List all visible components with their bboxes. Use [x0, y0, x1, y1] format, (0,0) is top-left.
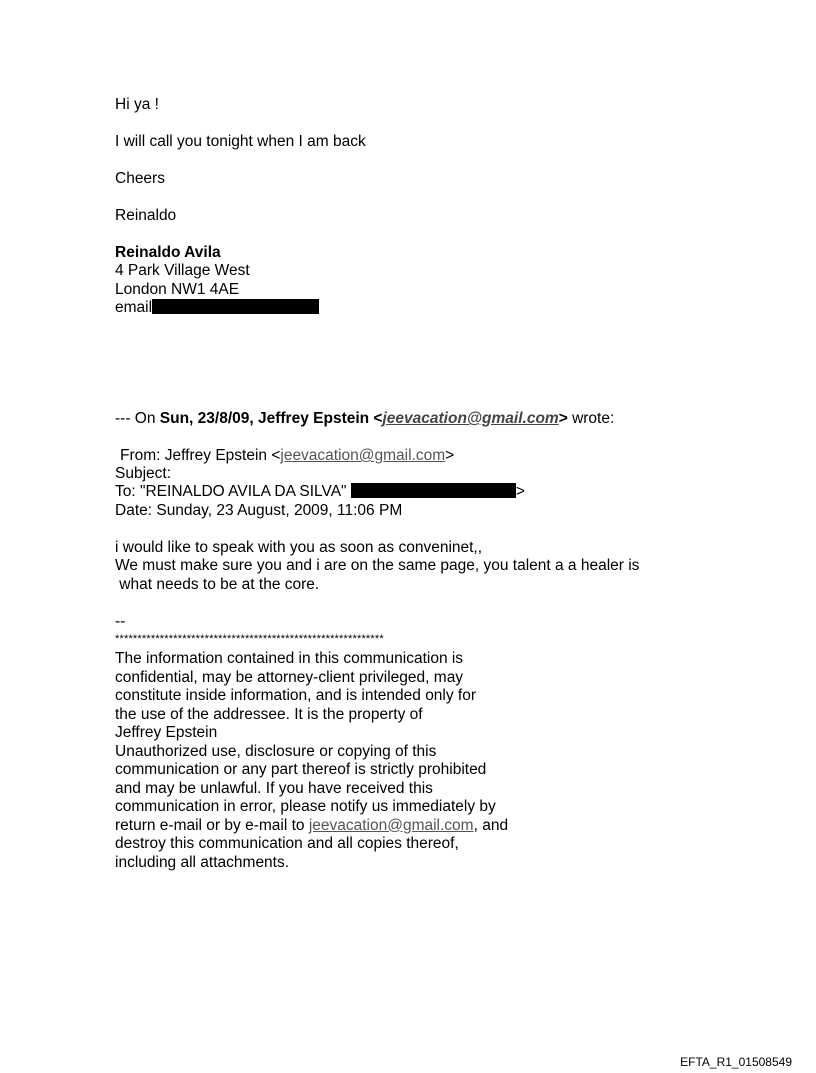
disclaimer-line: including all attachments. [115, 853, 290, 871]
disclaimer-line: communication in error, please notify us immediately by [115, 798, 496, 815]
redaction-bar [351, 483, 516, 498]
header-to-label: To: "REINALDO AVILA DA SILVA" [115, 483, 347, 500]
document-id: EFTA_R1_01508549 [680, 1055, 792, 1069]
body-line-1: i would like to speak with you as soon as conveninet,, [115, 539, 483, 556]
quote-email-close: > [558, 410, 568, 427]
quote-header [115, 410, 614, 428]
from-email-link[interactable]: jeevacation@gmail.com [280, 447, 446, 464]
quote-date-name: Sun, 23/8/09, Jeffrey Epstein < [159, 410, 383, 427]
header-from-close: > [445, 447, 455, 464]
sender-name: Reinaldo [115, 207, 177, 224]
quote-email-link[interactable]: jeevacation@gmail.com [382, 410, 559, 427]
disclaimer-line: and may be unlawful. If you have received this [115, 779, 433, 797]
body-line-3: what needs to be at the core. [115, 576, 320, 593]
quote-prefix: --- On [115, 410, 160, 427]
signature-address-1: 4 Park Village West [115, 262, 250, 279]
disclaimer-line: destroy this communication and all copies thereof, [115, 835, 459, 852]
signature-email [115, 299, 319, 317]
body-line-2: We must make sure you and i are on the same page, you talent a a healer is [115, 557, 640, 574]
disclaimer-line: Jeffrey Epstein [115, 724, 218, 741]
disclaimer-line-suffix: , and [473, 816, 509, 834]
disclaimer-line: the use of the addressee. It is the property of [115, 705, 423, 723]
disclaimer-line: communication or any part thereof is strictly prohibited [115, 761, 487, 778]
disclaimer-line: constitute inside information, and is intended only for [115, 687, 477, 704]
quote-suffix: wrote: [567, 410, 615, 427]
stars-divider: ************************************************************ [115, 633, 384, 645]
greeting: Hi ya ! [115, 96, 159, 113]
disclaimer-line [115, 817, 508, 836]
disclaimer [115, 650, 508, 872]
redaction-bar [152, 299, 319, 314]
header-from-label: From: Jeffrey Epstein < [120, 447, 281, 464]
disclaimer-email-link[interactable]: jeevacation@gmail.com [308, 816, 474, 834]
closing: Cheers [115, 170, 165, 187]
signature-name: Reinaldo Avila [115, 244, 221, 261]
header-to-close: > [515, 483, 525, 500]
disclaimer-line: The information contained in this communication is [115, 650, 464, 667]
header-from [120, 447, 454, 465]
disclaimer-line: Unauthorized use, disclosure or copying of this [115, 742, 437, 760]
signature-address-2: London NW1 4AE [115, 281, 240, 298]
header-to [115, 483, 525, 501]
call-line: I will call you tonight when I am back [115, 133, 366, 150]
disclaimer-line-prefix: return e-mail or by e-mail to [115, 816, 309, 834]
separator: -- [115, 613, 126, 630]
signature-email-label: email [115, 299, 153, 316]
header-date: Date: Sunday, 23 August, 2009, 11:06 PM [115, 502, 403, 519]
disclaimer-line: confidential, may be attorney-client privileged, may [115, 668, 464, 686]
header-subject: Subject: [115, 465, 172, 482]
